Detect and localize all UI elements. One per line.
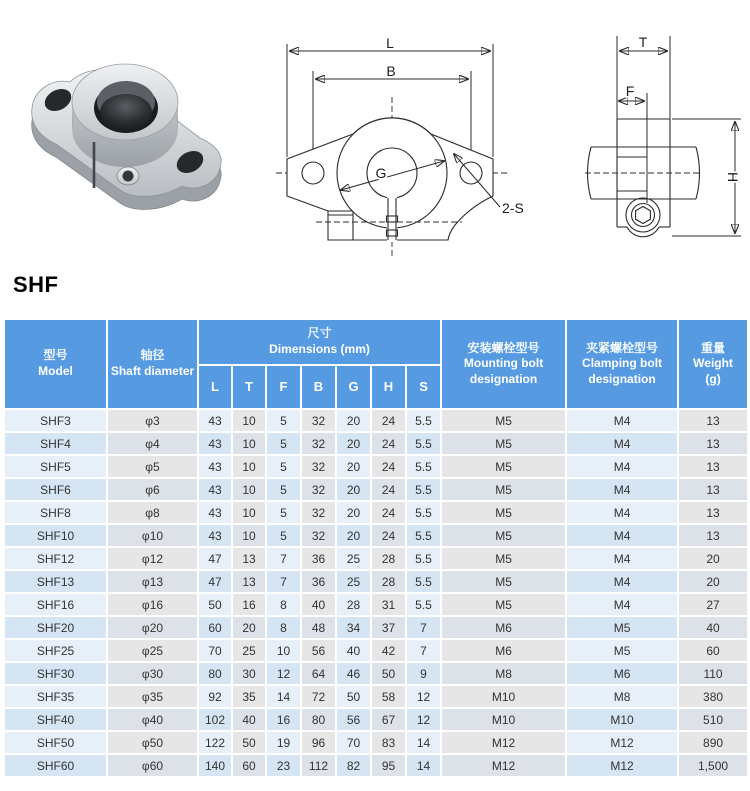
table-cell: φ16 — [107, 593, 198, 616]
table-cell: 80 — [301, 708, 336, 731]
table-cell: 5.5 — [406, 501, 441, 524]
table-cell: φ3 — [107, 409, 198, 432]
table-cell: SHF13 — [4, 570, 107, 593]
table-cell: 32 — [301, 524, 336, 547]
bore-circle — [367, 148, 417, 198]
table-cell: 112 — [301, 754, 336, 777]
header-model — [4, 319, 107, 409]
table-cell: 13 — [232, 570, 266, 593]
table-row — [4, 662, 748, 685]
table-cell: 13 — [678, 455, 748, 478]
table-cell: 5.5 — [406, 478, 441, 501]
spec-table-body — [4, 409, 748, 777]
table-cell: 10 — [232, 409, 266, 432]
table-cell: φ50 — [107, 731, 198, 754]
table-cell: M5 — [441, 478, 566, 501]
table-cell: φ20 — [107, 616, 198, 639]
table-cell: 24 — [371, 501, 406, 524]
header-shaft-en: Shaft diameter — [110, 364, 195, 378]
table-cell: 12 — [406, 685, 441, 708]
table-cell: 380 — [678, 685, 748, 708]
table-cell: 20 — [336, 478, 371, 501]
table-cell: SHF4 — [4, 432, 107, 455]
table-cell: 25 — [232, 639, 266, 662]
header-dim-T: T — [232, 365, 266, 409]
table-row — [4, 432, 748, 455]
table-cell: 36 — [301, 547, 336, 570]
table-row — [4, 455, 748, 478]
table-cell: 20 — [336, 409, 371, 432]
table-cell: M5 — [566, 616, 678, 639]
table-cell: 20 — [336, 524, 371, 547]
table-row — [4, 570, 748, 593]
table-cell: 58 — [371, 685, 406, 708]
table-cell: 5 — [266, 432, 301, 455]
table-cell: 43 — [198, 409, 232, 432]
table-cell: M5 — [441, 432, 566, 455]
header-dim-S: S — [406, 365, 441, 409]
table-cell: 36 — [301, 570, 336, 593]
clamp-screw-socket — [123, 171, 134, 182]
table-cell: 40 — [232, 708, 266, 731]
table-cell: 13 — [678, 501, 748, 524]
table-cell: 890 — [678, 731, 748, 754]
table-cell: 50 — [198, 593, 232, 616]
table-cell: 47 — [198, 570, 232, 593]
table-cell: 50 — [336, 685, 371, 708]
table-row — [4, 731, 748, 754]
table-cell: 40 — [678, 616, 748, 639]
table-cell: 5 — [266, 524, 301, 547]
table-cell: 70 — [336, 731, 371, 754]
table-cell: SHF6 — [4, 478, 107, 501]
spec-table — [3, 318, 749, 778]
table-cell: 43 — [198, 501, 232, 524]
table-row — [4, 409, 748, 432]
table-cell: 82 — [336, 754, 371, 777]
table-cell: 28 — [371, 570, 406, 593]
header-weight-en: Weight — [693, 356, 733, 371]
table-cell: 83 — [371, 731, 406, 754]
table-cell: SHF40 — [4, 708, 107, 731]
table-cell: 30 — [232, 662, 266, 685]
dim-label-B: B — [386, 63, 396, 79]
table-cell: 5.5 — [406, 524, 441, 547]
table-cell: 20 — [678, 547, 748, 570]
table-cell: 60 — [198, 616, 232, 639]
table-cell: 95 — [371, 754, 406, 777]
table-row — [4, 639, 748, 662]
table-cell: M5 — [441, 547, 566, 570]
table-cell: 10 — [232, 455, 266, 478]
product-photo — [22, 52, 234, 237]
table-cell: 34 — [336, 616, 371, 639]
table-cell: 20 — [232, 616, 266, 639]
header-dim-H: H — [371, 365, 406, 409]
table-cell: 7 — [266, 570, 301, 593]
table-cell: M4 — [566, 570, 678, 593]
header-dim-B: B — [301, 365, 336, 409]
hole-left — [302, 162, 324, 184]
table-cell: M6 — [441, 639, 566, 662]
table-cell: φ40 — [107, 708, 198, 731]
table-cell: 5.5 — [406, 409, 441, 432]
table-cell: 64 — [301, 662, 336, 685]
table-cell: 5 — [266, 409, 301, 432]
table-cell: 10 — [266, 639, 301, 662]
table-cell: 110 — [678, 662, 748, 685]
header-model-en: Model — [38, 364, 73, 378]
table-cell: 32 — [301, 409, 336, 432]
table-cell: 50 — [232, 731, 266, 754]
table-cell: M4 — [566, 478, 678, 501]
header-mounting-zh: 安装螺栓型号 — [467, 340, 540, 355]
table-cell: M4 — [566, 501, 678, 524]
table-cell: φ60 — [107, 754, 198, 777]
table-cell: 7 — [406, 616, 441, 639]
page-title: SHF — [13, 272, 59, 297]
header-model-zh: 型号 — [43, 348, 68, 363]
table-cell: M4 — [566, 593, 678, 616]
table-cell: 23 — [266, 754, 301, 777]
table-cell: 10 — [232, 478, 266, 501]
table-cell: M12 — [441, 754, 566, 777]
table-cell: 20 — [336, 432, 371, 455]
table-cell: 19 — [266, 731, 301, 754]
table-cell: 5.5 — [406, 547, 441, 570]
table-cell: 25 — [336, 570, 371, 593]
table-cell: 12 — [406, 708, 441, 731]
table-cell: 46 — [336, 662, 371, 685]
table-cell: M5 — [566, 639, 678, 662]
table-cell: M5 — [441, 570, 566, 593]
table-cell: 24 — [371, 455, 406, 478]
table-row — [4, 524, 748, 547]
table-cell: 14 — [406, 731, 441, 754]
table-cell: 80 — [198, 662, 232, 685]
table-cell: 20 — [336, 455, 371, 478]
table-cell: 14 — [266, 685, 301, 708]
header-dim-G: G — [336, 365, 371, 409]
table-cell: M10 — [566, 708, 678, 731]
table-cell: M5 — [441, 409, 566, 432]
table-cell: 5.5 — [406, 432, 441, 455]
table-cell: SHF30 — [4, 662, 107, 685]
table-cell: 40 — [336, 639, 371, 662]
table-cell: 37 — [371, 616, 406, 639]
table-cell: 96 — [301, 731, 336, 754]
table-cell: 72 — [301, 685, 336, 708]
table-cell: 14 — [406, 754, 441, 777]
header-shaft-zh: 轴径 — [140, 348, 165, 363]
dim-label-G: G — [375, 165, 387, 181]
table-cell: M12 — [566, 754, 678, 777]
table-cell: 32 — [301, 501, 336, 524]
header-weight-zh: 重量 — [701, 340, 726, 355]
dim-label-F: F — [625, 83, 635, 99]
table-cell: 16 — [266, 708, 301, 731]
table-cell: 92 — [198, 685, 232, 708]
table-cell: 32 — [301, 455, 336, 478]
table-cell: 24 — [371, 478, 406, 501]
table-cell: M4 — [566, 432, 678, 455]
table-cell: 7 — [266, 547, 301, 570]
table-cell: 40 — [301, 593, 336, 616]
table-cell: 20 — [336, 501, 371, 524]
table-cell: 20 — [678, 570, 748, 593]
header-mounting-en: Mounting bolt designation — [463, 356, 544, 386]
header-dimensions — [198, 319, 441, 365]
table-cell: 5.5 — [406, 455, 441, 478]
table-cell: 56 — [301, 639, 336, 662]
header-dim-F: F — [266, 365, 301, 409]
table-cell: SHF8 — [4, 501, 107, 524]
table-cell: M5 — [441, 455, 566, 478]
bore-depth — [100, 94, 152, 130]
dim-label-L: L — [386, 36, 394, 51]
header-clamping-zh: 夹紧螺栓型号 — [586, 340, 659, 355]
table-cell: SHF16 — [4, 593, 107, 616]
table-cell: SHF20 — [4, 616, 107, 639]
table-cell: M12 — [441, 731, 566, 754]
table-cell: φ6 — [107, 478, 198, 501]
table-cell: 32 — [301, 432, 336, 455]
table-cell: 5 — [266, 478, 301, 501]
table-cell: 24 — [371, 524, 406, 547]
table-cell: M10 — [441, 708, 566, 731]
table-cell: 27 — [678, 593, 748, 616]
dim-label-H: H — [725, 171, 741, 183]
table-cell: SHF12 — [4, 547, 107, 570]
table-cell: 8 — [266, 616, 301, 639]
table-cell: 12 — [266, 662, 301, 685]
table-cell: SHF5 — [4, 455, 107, 478]
table-cell: φ30 — [107, 662, 198, 685]
header-shaft-diameter — [107, 319, 198, 409]
table-cell: 50 — [371, 662, 406, 685]
table-cell: 5 — [266, 501, 301, 524]
table-cell: SHF35 — [4, 685, 107, 708]
table-cell: φ8 — [107, 501, 198, 524]
table-cell: 5.5 — [406, 593, 441, 616]
table-cell: 24 — [371, 432, 406, 455]
table-cell: 43 — [198, 432, 232, 455]
table-cell: M4 — [566, 409, 678, 432]
header-weight-unit: (g) — [705, 371, 721, 386]
header-dims-zh: 尺寸 — [307, 326, 332, 341]
table-cell: 43 — [198, 478, 232, 501]
table-cell: φ25 — [107, 639, 198, 662]
table-cell: 5.5 — [406, 570, 441, 593]
table-row — [4, 685, 748, 708]
table-cell: M5 — [441, 524, 566, 547]
table-cell: M5 — [441, 593, 566, 616]
table-cell: 13 — [678, 409, 748, 432]
table-cell: 13 — [678, 478, 748, 501]
table-cell: M5 — [441, 501, 566, 524]
spec-table-head — [4, 319, 748, 409]
table-cell: 56 — [336, 708, 371, 731]
table-cell: 24 — [371, 409, 406, 432]
table-cell: 48 — [301, 616, 336, 639]
table-cell: 140 — [198, 754, 232, 777]
table-cell: φ10 — [107, 524, 198, 547]
header-dim-L: L — [198, 365, 232, 409]
table-cell: 31 — [371, 593, 406, 616]
table-cell: 60 — [678, 639, 748, 662]
table-cell: 102 — [198, 708, 232, 731]
table-cell: 32 — [301, 478, 336, 501]
table-cell: 10 — [232, 524, 266, 547]
table-cell: 28 — [336, 593, 371, 616]
table-cell: 122 — [198, 731, 232, 754]
side-view-drawing — [580, 30, 748, 248]
front-view-drawing — [270, 36, 532, 262]
table-cell: SHF10 — [4, 524, 107, 547]
table-cell: 35 — [232, 685, 266, 708]
header-dims-en: Dimensions (mm) — [269, 342, 370, 356]
table-cell: M10 — [441, 685, 566, 708]
table-cell: 5 — [266, 455, 301, 478]
dim-label-2S: 2-S — [502, 200, 524, 216]
table-cell: φ4 — [107, 432, 198, 455]
table-cell: φ5 — [107, 455, 198, 478]
header-weight — [678, 319, 748, 409]
table-cell: φ35 — [107, 685, 198, 708]
table-cell: 13 — [678, 432, 748, 455]
table-cell: 16 — [232, 593, 266, 616]
table-cell: 1,500 — [678, 754, 748, 777]
table-cell: 10 — [232, 432, 266, 455]
header-clamping-en: Clamping bolt designation — [582, 356, 663, 386]
table-cell: 25 — [336, 547, 371, 570]
dim-label-T: T — [638, 34, 648, 50]
table-cell: 70 — [198, 639, 232, 662]
table-cell: SHF50 — [4, 731, 107, 754]
table-cell: φ12 — [107, 547, 198, 570]
table-row — [4, 478, 748, 501]
table-cell: 42 — [371, 639, 406, 662]
table-row — [4, 501, 748, 524]
table-cell: M4 — [566, 524, 678, 547]
table-cell: 60 — [232, 754, 266, 777]
table-cell: 13 — [678, 524, 748, 547]
table-cell: 9 — [406, 662, 441, 685]
table-cell: SHF3 — [4, 409, 107, 432]
table-cell: 47 — [198, 547, 232, 570]
table-cell: 67 — [371, 708, 406, 731]
table-cell: 28 — [371, 547, 406, 570]
table-cell: φ13 — [107, 570, 198, 593]
table-cell: SHF25 — [4, 639, 107, 662]
table-cell: M8 — [566, 685, 678, 708]
table-row — [4, 708, 748, 731]
table-cell: 7 — [406, 639, 441, 662]
table-cell: M6 — [566, 662, 678, 685]
table-cell: M12 — [566, 731, 678, 754]
table-cell: SHF60 — [4, 754, 107, 777]
table-cell: 8 — [266, 593, 301, 616]
table-row — [4, 616, 748, 639]
table-cell: M8 — [441, 662, 566, 685]
table-cell: M6 — [441, 616, 566, 639]
table-cell: M4 — [566, 547, 678, 570]
table-row — [4, 593, 748, 616]
table-cell: 43 — [198, 524, 232, 547]
table-cell: 13 — [232, 547, 266, 570]
table-cell: M4 — [566, 455, 678, 478]
table-cell: 510 — [678, 708, 748, 731]
bolt-hex-socket — [636, 207, 651, 224]
table-cell: 43 — [198, 455, 232, 478]
table-row — [4, 754, 748, 777]
table-cell: 10 — [232, 501, 266, 524]
table-row — [4, 547, 748, 570]
header-clamping-bolt — [566, 319, 678, 409]
header-mounting-bolt — [441, 319, 566, 409]
